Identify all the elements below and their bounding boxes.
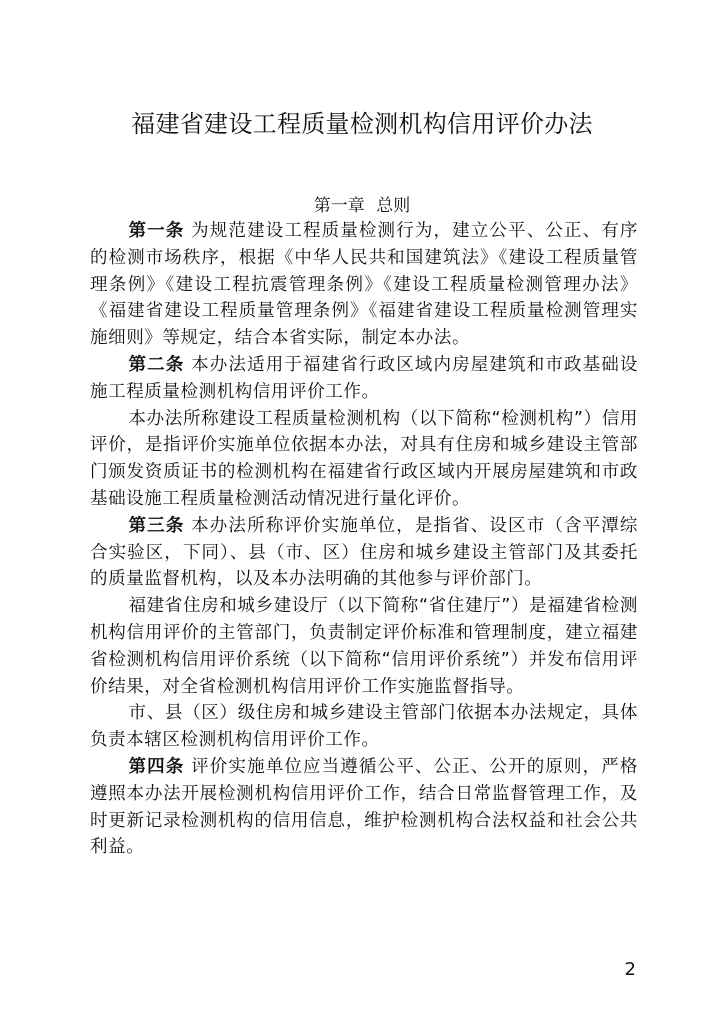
article-label: 第一条 [128,221,185,241]
article-label: 第三条 [128,515,185,536]
paragraph-article-2-definition [90,406,638,513]
paragraph-article-1 [90,218,638,352]
chapter-heading: 第一章 总则 [313,196,411,216]
paragraph-article-3-provincial [90,593,638,700]
paragraph-text: 福建省住房和城乡建设厅（以下简称“省住建厅”）是福建省检测机构信用评价的主管部门，负责制定评价标准和管理制度，建立福建省检测机构信用评价系统（以下简称“信用评价系统”）并发布信用评价结果，对全省检测机构信用评价工作实施监督指导。 [90,596,638,697]
document-title: 福建省建设工程质量检测机构信用评价办法 [131,110,593,138]
paragraph-text: 为规范建设工程质量检测行为，建立公平、公正、有序的检测市场秩序，根据《中华人民共和国建筑法》《建设工程质量管理条例》《建设工程抗震管理条例》《建设工程质量检测管理办法》《福建省建设工程质量管理条例》《福建省建设工程质量检测管理实施细则》等规定，结合本省实际，制定本办法。 [90,221,638,349]
paragraph-text: 本办法所称建设工程质量检测机构（以下简称“检测机构”）信用评价，是指评价实施单位依据本办法，对具有住房和城乡建设主管部门颁发资质证书的检测机构在福建省行政区域内开展房屋建筑和市政基础设施工程质量检测活动情况进行量化评价。 [90,408,638,509]
article-label: 第二条 [128,354,185,375]
paragraph-article-3 [90,513,638,593]
paragraph-article-2 [90,352,638,406]
paragraph-text: 评价实施单位应当遵循公平、公正、公开的原则，严格遵照本办法开展检测机构信用评价工作，结合日常监督管理工作，及时更新记录检测机构的信用信息，维护检测机构合法权益和社会公共利益。 [90,756,638,858]
paragraph-text: 本办法适用于福建省行政区域内房屋建筑和市政基础设施工程质量检测机构信用评价工作。 [90,354,638,402]
document-body [90,218,638,861]
paragraph-text: 市、县（区）级住房和城乡建设主管部门依据本办法规定，具体负责本辖区检测机构信用评价工作。 [90,703,638,751]
paragraph-article-4 [90,754,638,861]
article-label: 第四条 [128,756,185,777]
page-number: 2 [624,959,636,980]
paragraph-article-3-local [90,700,638,754]
paragraph-text: 本办法所称评价实施单位，是指省、设区市（含平潭综合实验区，下同）、县（市、区）住房和城乡建设主管部门及其委托的质量监督机构，以及本办法明确的其他参与评价部门。 [90,515,638,590]
